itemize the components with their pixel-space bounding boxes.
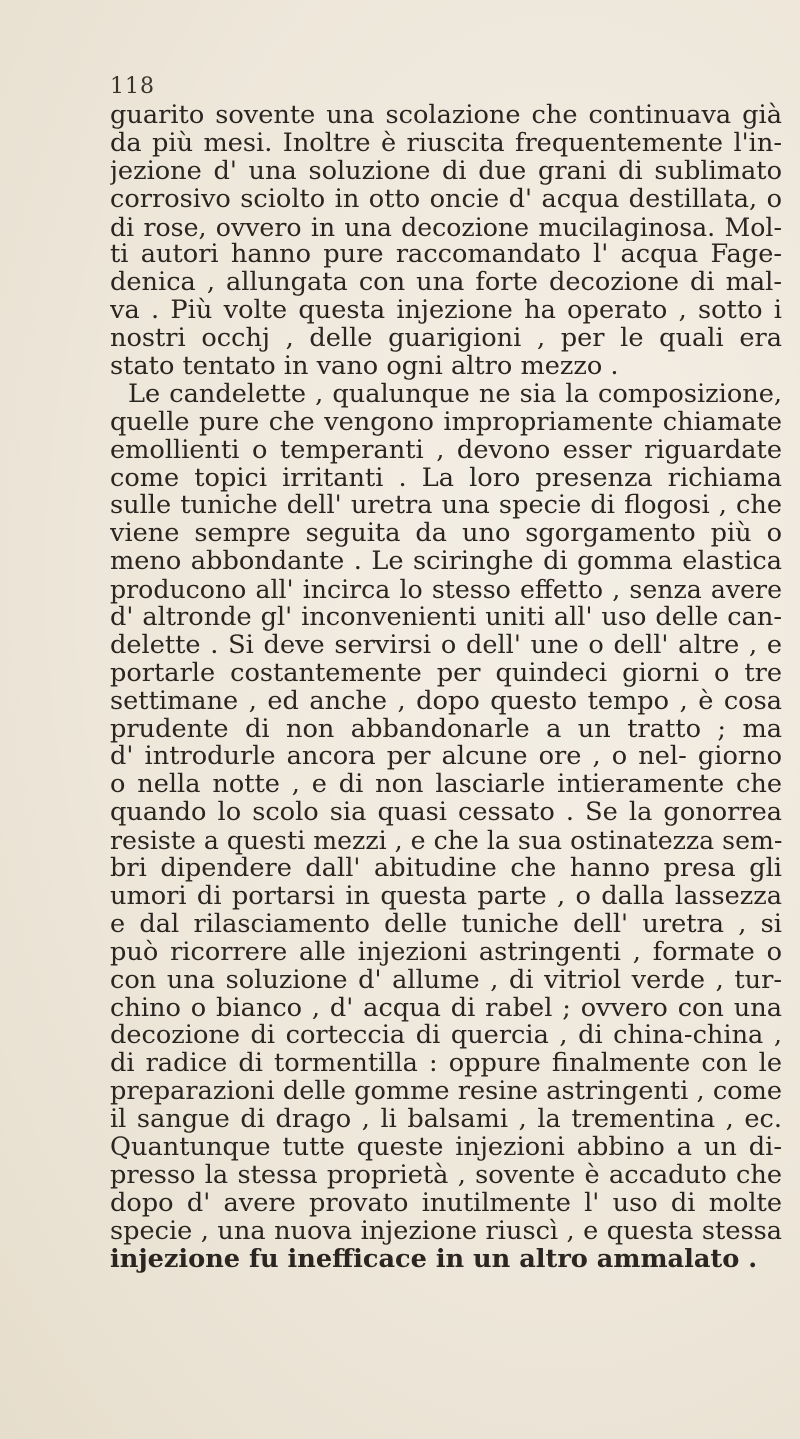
text-line: presso la stessa proprietà , sovente è accaduto che — [110, 1161, 782, 1190]
text-line: denica , allungata con una forte decozione di mal- — [110, 269, 782, 298]
text-line: corrosivo sciolto in otto oncie d' acqua destillata, o — [110, 185, 782, 214]
text-line: meno abbondante . Le sciringhe di gomma elastica — [110, 548, 782, 577]
body-text — [110, 102, 782, 1273]
text-line: d' introdurle ancora per alcune ore , o nel- giorno — [110, 743, 782, 772]
text-line: con una soluzione d' allume , di vitriol verde , tur- — [110, 966, 782, 995]
text-line: stato tentato in vano ogni altro mezzo . — [110, 353, 619, 381]
text-line: il sangue di drago , li balsami , la trementina , ec. — [110, 1106, 782, 1134]
text-line: quelle pure che vengono impropriamente chiamate — [110, 408, 782, 437]
text-line: di radice di tormentilla : oppure finalmente con le — [110, 1050, 782, 1079]
text-line: come topici irritanti . La loro presenza richiama — [110, 464, 782, 493]
text-line: delette . Si deve servirsi o dell' une o dell' altre , e — [110, 631, 782, 660]
text-line: Le candelette , qualunque ne sia la composizione, — [128, 380, 782, 409]
text-line: portarle costantemente per quindeci giorni o tre — [110, 659, 782, 688]
text-line: nostri occhj , delle guarigioni , per le quali era — [110, 325, 782, 354]
text-line: quando lo scolo sia quasi cessato . Se la gonorrea — [110, 799, 782, 828]
text-line: va . Più volte questa injezione ha operato , sotto i — [110, 297, 782, 326]
text-line: chino o bianco , d' acqua di rabel ; ovvero con una — [110, 994, 782, 1023]
text-line: d' altronde gl' inconvenienti uniti all' uso delle can- — [110, 604, 782, 632]
text-line: bri dipendere dall' abitudine che hanno presa gli — [110, 855, 782, 883]
text-line: da più mesi. Inoltre è riuscita frequentemente l'in- — [110, 129, 782, 158]
text-line: resiste a questi mezzi , e che la sua ostinatezza sem- — [110, 827, 782, 856]
text-line: dopo d' avere provato inutilmente l' uso di molte — [110, 1189, 782, 1218]
text-line: injezione fu inefficace in un altro ammalato . — [110, 1245, 758, 1274]
text-line: sulle tuniche dell' uretra una specie di flogosi , che — [110, 492, 782, 521]
text-line: settimane , ed anche , dopo questo tempo , è cosa — [110, 687, 782, 716]
text-line: ti autori hanno pure raccomandato l' acqua Fage- — [110, 241, 782, 270]
text-line: umori di portarsi in questa parte , o dalla lassezza — [110, 882, 782, 911]
text-line: di rose, ovvero in una decozione mucilaginosa. Mol- — [110, 213, 782, 242]
text-line: prudente di non abbandonarle a un tratto ; ma — [110, 715, 782, 744]
text-line: e dal rilasciamento delle tuniche dell' uretra , si — [110, 910, 782, 939]
text-line: specie , una nuova injezione riuscì , e questa stessa — [110, 1217, 782, 1246]
text-line: viene sempre seguita da uno sgorgamento più o — [110, 520, 782, 549]
text-line: o nella notte , e di non lasciarle intieramente che — [110, 771, 782, 800]
text-line: può ricorrere alle injezioni astringenti , formate o — [110, 938, 782, 967]
text-line: producono all' incirca lo stesso effetto , senza avere — [110, 576, 782, 605]
text-line: preparazioni delle gomme resine astringenti , come — [110, 1078, 782, 1107]
text-line: decozione di corteccia di quercia , di china-china , — [110, 1022, 782, 1051]
text-line: jezione d' una soluzione di due grani di sublimato — [110, 157, 782, 186]
text-line: emollienti o temperanti , devono esser riguardate — [110, 436, 782, 465]
page-number: 118 — [110, 74, 155, 99]
text-line: Quantunque tutte queste injezioni abbino a un di- — [110, 1133, 782, 1162]
text-line: guarito sovente una scolazione che continuava già — [110, 102, 782, 130]
